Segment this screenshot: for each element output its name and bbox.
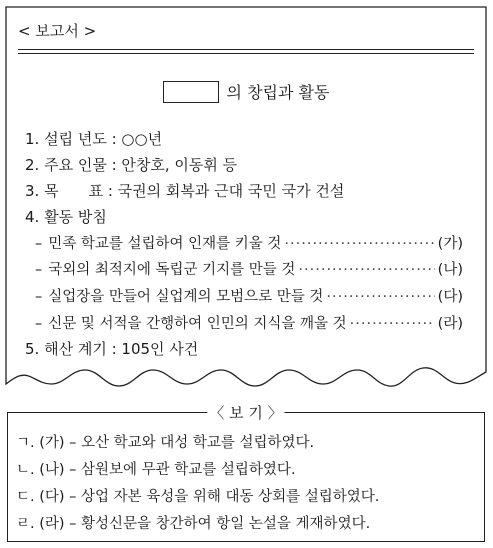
double-rule-top [18,49,474,50]
policy-text: 국외의 최적지에 독립군 기지를 만들 것 [48,262,296,278]
example-option-b: ㄴ. (나) – 삼원보에 무관 학교를 설립하였다. [16,462,296,478]
example-option-d: ㄹ. (라) – 황성신문을 창간하여 항일 논설을 게재하였다. [16,516,371,532]
report-title-text: 의 창립과 활동 [226,83,330,102]
item-dissolution: 5. 해산 계기 : 105인 사건 [25,340,199,358]
policy-line [35,258,463,279]
policy-mark: (가) [437,236,463,252]
report-title [5,80,487,103]
leader-dots [298,262,434,278]
policy-mark: (라) [437,316,463,332]
dash: – [35,289,43,305]
policy-line [35,232,463,253]
item-goal: 3. 목 표 : 국권의 회복과 근대 국민 국가 건설 [25,182,345,200]
dash: – [35,262,43,278]
leader-dots [326,289,434,305]
item-key-figures: 2. 주요 인물 : 안창호, 이동휘 등 [25,156,238,174]
example-option-c: ㄷ. (다) – 상업 자본 육성을 위해 대동 상회를 설립하였다. [16,489,380,505]
item-founding-year: 1. 설립 년도 : ○○년 [25,130,163,148]
policy-text: 민족 학교를 설립하여 인재를 키울 것 [48,236,282,252]
leader-dots [284,236,434,252]
examples-title: 〈 보 기 〉 [209,404,283,422]
policy-text: 실업장을 만들어 실업계의 모범으로 만들 것 [48,289,324,305]
report-box [5,6,487,394]
policy-line [35,312,463,333]
policy-text: 신문 및 서적을 간행하여 인민의 지식을 깨울 것 [48,316,347,332]
policy-mark: (다) [437,289,463,305]
item-activity-policy: 4. 활동 방침 [25,208,107,226]
report-heading: < 보고서 > [18,22,97,40]
dash: – [35,316,43,332]
dash: – [35,236,43,252]
policy-mark: (나) [437,262,463,278]
policy-line [35,285,463,306]
double-rule-bottom [18,53,474,54]
blank-box [163,81,219,103]
leader-dots [350,316,435,332]
example-option-a: ㄱ. (가) – 오산 학교와 대성 학교를 설립하였다. [16,435,315,451]
examples-box [7,404,485,542]
